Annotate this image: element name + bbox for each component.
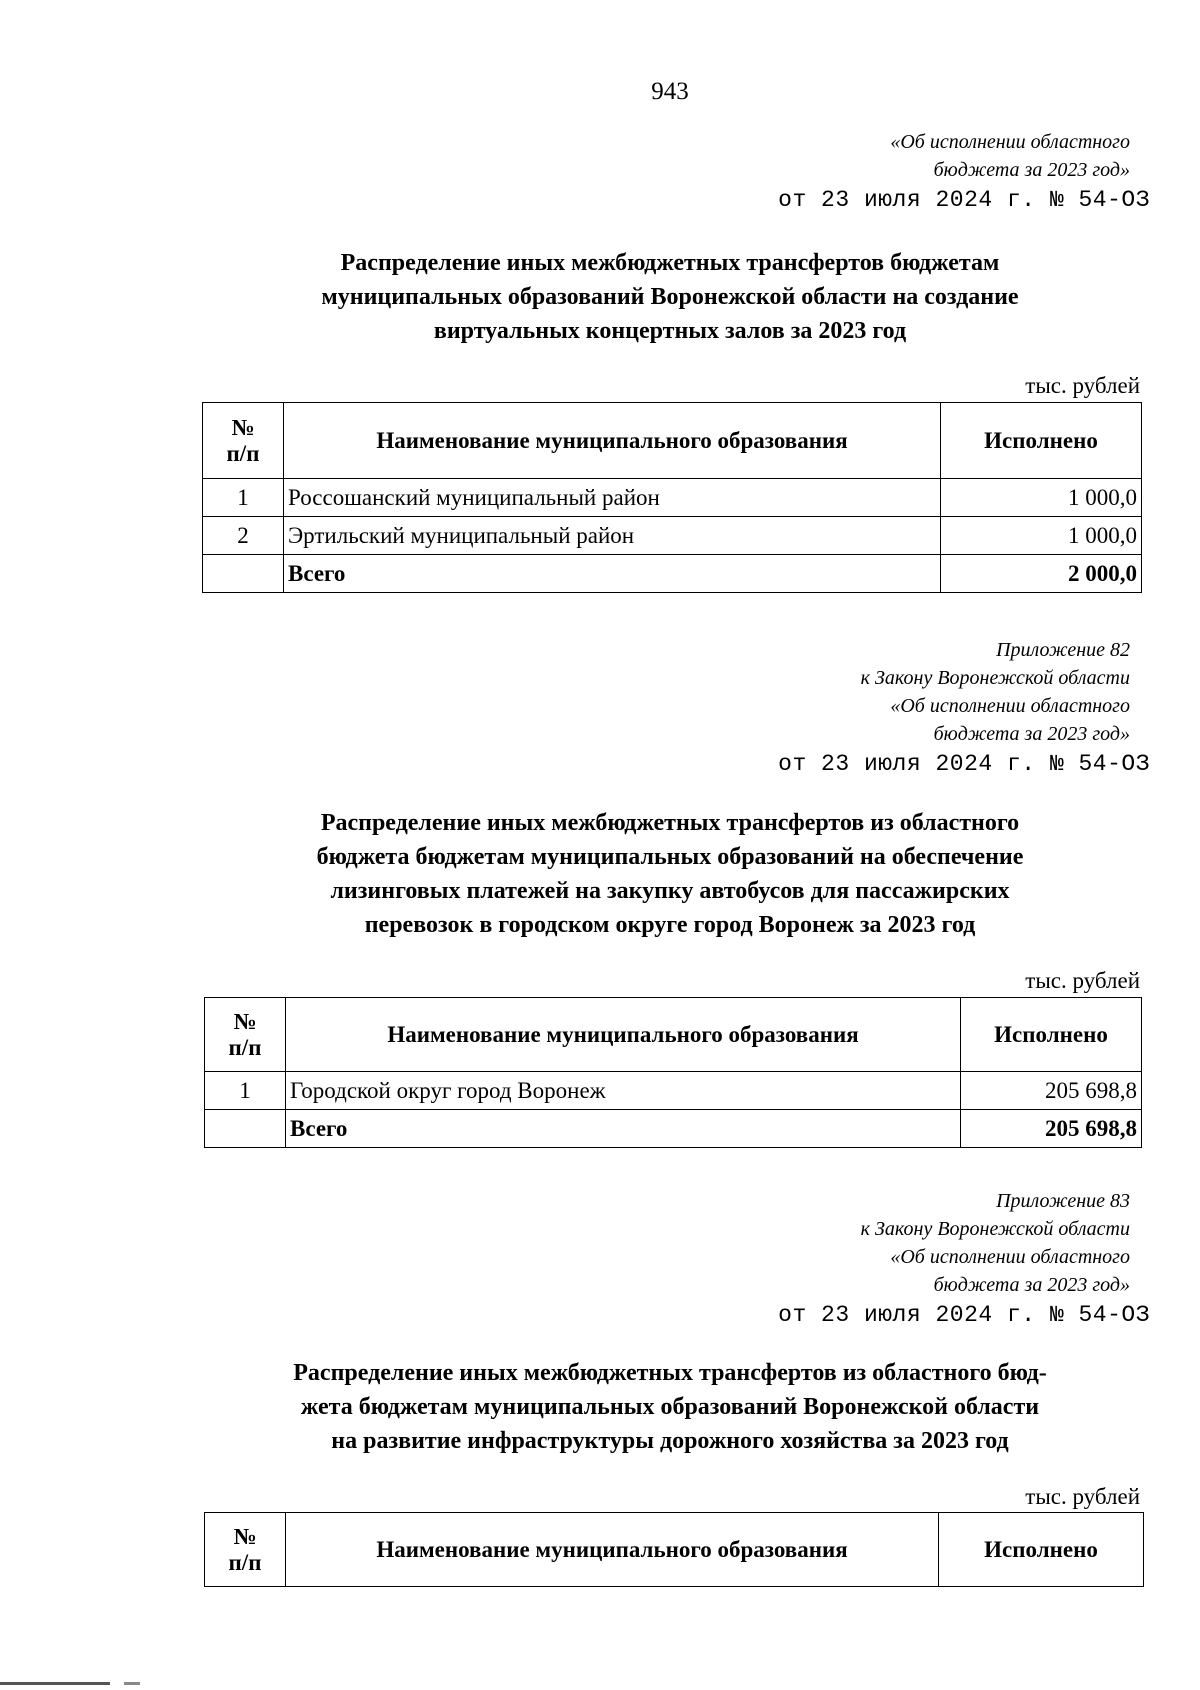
table-total-row <box>203 555 1142 593</box>
title-line: виртуальных концертных залов за 2023 год <box>433 318 907 344</box>
decree-reference: от 23 июля 2024 г. № 54-ОЗ <box>778 1302 1150 1328</box>
section-title-3 <box>190 1356 1150 1458</box>
section-title-1 <box>190 246 1150 348</box>
table-header-row <box>203 403 1142 479</box>
row-executed: 1 000,0 <box>941 479 1142 517</box>
header-executed: Исполнено <box>941 403 1142 479</box>
header-municipality: Наименование муниципального образования <box>286 1513 939 1587</box>
total-number-empty <box>205 1110 286 1148</box>
title-line: жета бюджетам муниципальных образований Воронежской области <box>300 1394 1040 1420</box>
allocation-table-2 <box>204 997 1142 1148</box>
decree-reference: от 23 июля 2024 г. № 54-ОЗ <box>778 751 1150 777</box>
title-line: лизинговых платежей на закупку автобусов для пассажирских <box>330 878 1010 904</box>
title-line: Распределение иных межбюджетных трансфертов бюджетам <box>340 250 1000 276</box>
table-header-row <box>205 1513 1144 1587</box>
annex-header-3 <box>778 1187 1150 1329</box>
row-number: 2 <box>203 517 284 555</box>
annex-line: к Закону Воронежской области <box>860 667 1130 689</box>
total-label: Всего <box>286 1110 961 1148</box>
title-line: Распределение иных межбюджетных трансфертов из областного бюд- <box>293 1360 1047 1386</box>
allocation-table-3 <box>204 1512 1144 1587</box>
header-executed: Исполнено <box>939 1513 1144 1587</box>
total-value: 2 000,0 <box>941 555 1142 593</box>
annex-line: бюджета за 2023 год» <box>933 159 1130 181</box>
total-label: Всего <box>284 555 941 593</box>
total-value: 205 698,8 <box>961 1110 1142 1148</box>
table-total-row <box>205 1110 1142 1148</box>
units-label: тыс. рублей <box>1025 1484 1140 1509</box>
row-executed: 1 000,0 <box>941 517 1142 555</box>
units-label: тыс. рублей <box>1025 968 1140 993</box>
row-number: 1 <box>205 1072 286 1110</box>
header-number: № п/п <box>203 403 284 479</box>
annex-line: бюджета за 2023 год» <box>933 1274 1130 1296</box>
title-line: на развитие инфраструктуры дорожного хозяйства за 2023 год <box>331 1428 1009 1454</box>
page-number: 943 <box>651 78 689 105</box>
table-header-row <box>205 998 1142 1072</box>
title-line: бюджета бюджетам муниципальных образований на обеспечение <box>316 844 1024 870</box>
header-executed: Исполнено <box>961 998 1142 1072</box>
annex-line: «Об исполнении областного <box>890 695 1130 717</box>
header-municipality: Наименование муниципального образования <box>284 403 941 479</box>
title-line: Распределение иных межбюджетных трансфертов из областного <box>320 810 1020 836</box>
decree-reference: от 23 июля 2024 г. № 54-ОЗ <box>778 187 1150 213</box>
row-municipality: Эртильский муниципальный район <box>284 517 941 555</box>
annex-line: «Об исполнении областного <box>890 1246 1130 1268</box>
header-number: № п/п <box>205 1513 286 1587</box>
row-number: 1 <box>203 479 284 517</box>
header-number: № п/п <box>205 998 286 1072</box>
annex-line: бюджета за 2023 год» <box>933 723 1130 745</box>
row-municipality: Городской округ город Воронеж <box>286 1072 961 1110</box>
annex-header-2 <box>778 636 1150 778</box>
title-line: муниципальных образований Воронежской области на создание <box>321 284 1019 310</box>
annex-line: Приложение 82 <box>996 639 1130 661</box>
annex-line: к Закону Воронежской области <box>860 1218 1130 1240</box>
table-row <box>203 479 1142 517</box>
section-title-2 <box>190 806 1150 942</box>
annex-line: Приложение 83 <box>996 1190 1130 1212</box>
scan-footer-mark <box>0 1682 200 1685</box>
header-municipality: Наименование муниципального образования <box>286 998 961 1072</box>
annex-header-1 <box>778 128 1150 214</box>
row-municipality: Россошанский муниципальный район <box>284 479 941 517</box>
total-number-empty <box>203 555 284 593</box>
annex-line: «Об исполнении областного <box>890 131 1130 153</box>
row-executed: 205 698,8 <box>961 1072 1142 1110</box>
table-row <box>205 1072 1142 1110</box>
table-row <box>203 517 1142 555</box>
title-line: перевозок в городском округе город Воронеж за 2023 год <box>364 912 976 938</box>
allocation-table-1 <box>202 402 1142 593</box>
units-label: тыс. рублей <box>1025 373 1140 398</box>
